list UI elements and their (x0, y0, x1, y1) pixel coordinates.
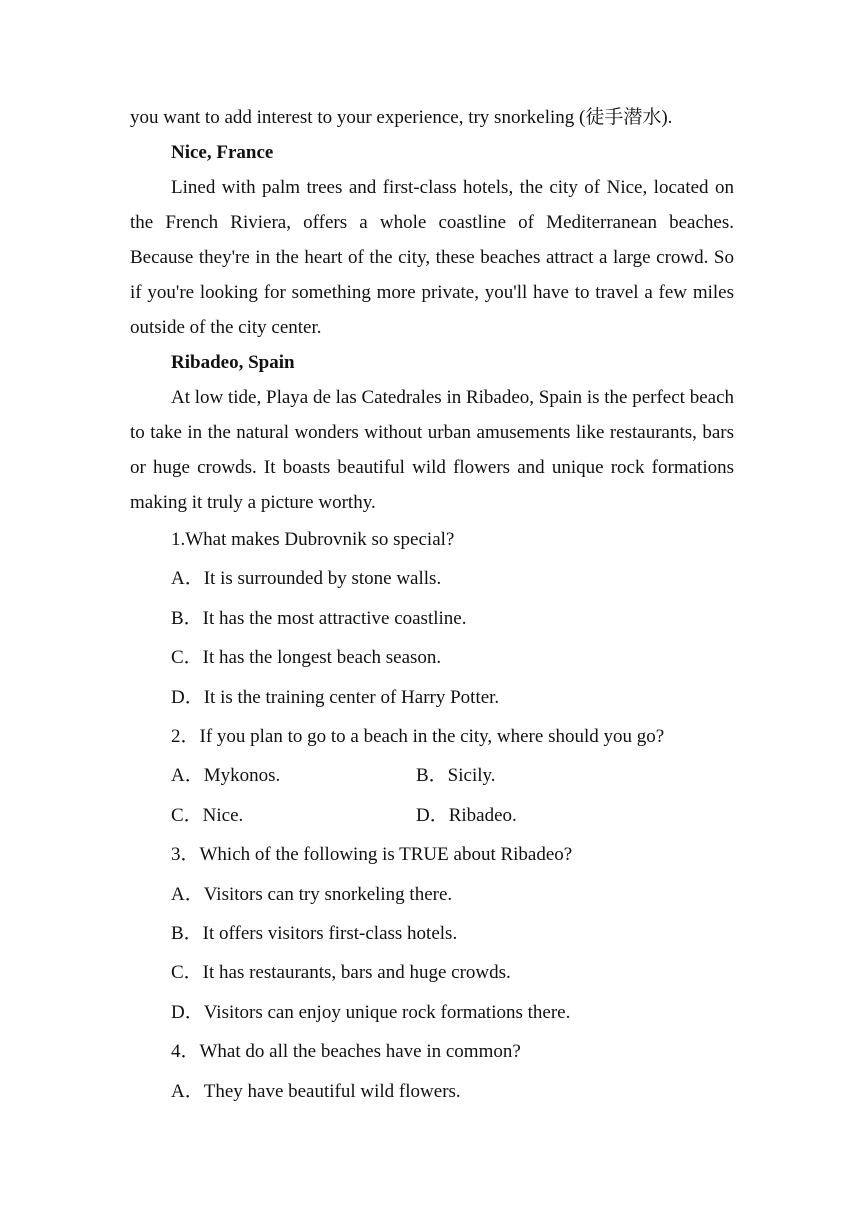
option-b: B．It has the most attractive coastline. (171, 607, 467, 629)
option-d: D．Ribadeo. (416, 804, 517, 826)
option-c: C．It has the longest beach season. (171, 647, 442, 669)
passage-intro-tail: you want to add interest to your experience, try snorkeling (徒手潜水). (130, 107, 673, 128)
option-d: D．It is the training center of Harry Potter. (171, 686, 500, 708)
section-text-nice: Lined with palm trees and first-class hotels, the city of Nice, located on the French Riviera, offers a whole coastline of Mediterranean beaches. Because they're in the heart of the city, these beaches attract a large crowd. So if you're looking for something more private, you'll have to travel a few miles outside of the city center. (130, 177, 734, 338)
option-b: B．It offers visitors first-class hotels. (171, 923, 458, 945)
option-b: B．Sicily. (416, 765, 496, 787)
option-c: C．It has restaurants, bars and huge crowds. (171, 962, 511, 984)
question-stem: 2．If you plan to go to a beach in the city, where should you go? (171, 726, 665, 748)
option-d: D．Visitors can enjoy unique rock formations there. (171, 1001, 571, 1023)
option-a: A．They have beautiful wild flowers. (171, 1080, 461, 1102)
section-heading-nice: Nice, France (171, 142, 274, 163)
question-stem: 4．What do all the beaches have in common? (171, 1041, 521, 1063)
option-row-cd (130, 796, 734, 835)
question-2 (130, 717, 734, 835)
document-page (130, 100, 734, 1111)
option-c: C．Nice. (171, 804, 244, 826)
option-row-ab (130, 756, 734, 795)
question-4 (130, 1032, 734, 1111)
section-heading-ribadeo: Ribadeo, Spain (171, 352, 295, 373)
question-3 (130, 835, 734, 1032)
question-stem: 3．Which of the following is TRUE about Ribadeo? (171, 844, 573, 866)
section-text-ribadeo: At low tide, Playa de las Catedrales in Ribadeo, Spain is the perfect beach to take in the natural wonders without urban amusements like restaurants, bars or huge crowds. It boasts beautiful wild flowers and unique rock formations making it truly a picture worthy. (130, 387, 734, 513)
option-a: A．It is surrounded by stone walls. (171, 568, 442, 590)
question-stem: 1.What makes Dubrovnik so special? (171, 529, 455, 550)
option-a: A．Mykonos. (171, 765, 281, 787)
option-a: A．Visitors can try snorkeling there. (171, 883, 453, 905)
question-1 (130, 520, 734, 717)
